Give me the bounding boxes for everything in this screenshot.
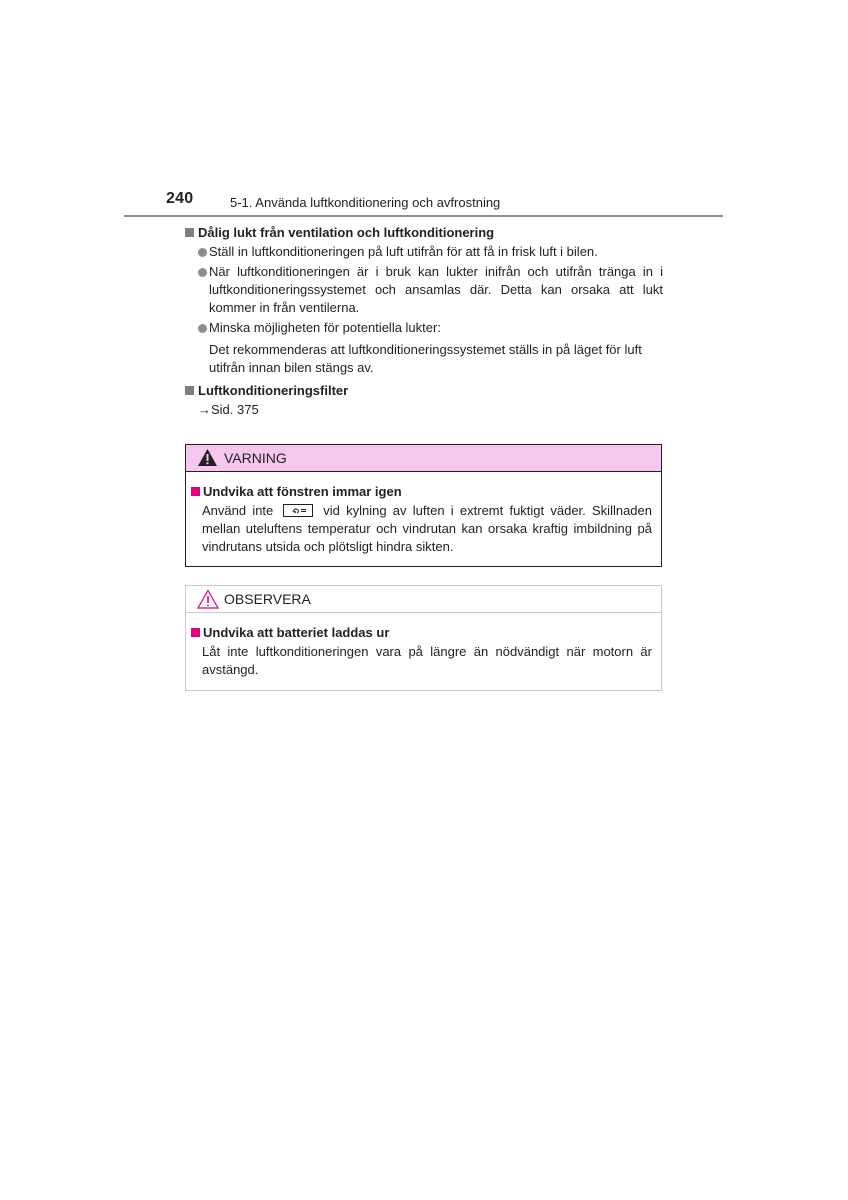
magenta-square-marker xyxy=(191,487,200,496)
notice-box-header xyxy=(186,586,661,613)
list-item xyxy=(185,263,663,317)
page-reference-link[interactable]: →Sid. 375 xyxy=(198,402,259,417)
section-heading-text: Dålig lukt från ventilation och luftkonditionering xyxy=(198,225,495,240)
recommendation-note: Det rekommenderas att luftkonditioneringssystemet ställs in på läget för luft utifrån innan bilen stängs av. xyxy=(209,342,642,375)
section-heading-filter xyxy=(185,382,663,399)
bullet-dot-icon xyxy=(198,268,207,277)
section-heading-odor xyxy=(185,224,663,241)
notice-subheading xyxy=(191,624,652,641)
warning-text xyxy=(191,502,652,556)
warning-subheading-text: Undvika att fönstren immar igen xyxy=(203,484,402,499)
page-number: 240 xyxy=(166,190,194,207)
warning-box xyxy=(185,444,662,567)
notice-subheading-text: Undvika att batteriet laddas ur xyxy=(203,625,390,640)
notice-box-body xyxy=(186,613,661,679)
notice-box-title: OBSERVERA xyxy=(224,591,311,607)
notice-box xyxy=(185,585,662,691)
warning-triangle-icon xyxy=(197,448,218,467)
caution-triangle-icon xyxy=(197,589,219,609)
chapter-title: 5-1. Använda luftkonditionering och avfrostning xyxy=(230,195,501,210)
warning-box-body xyxy=(186,472,661,556)
warning-box-header xyxy=(186,445,661,472)
gray-square-marker xyxy=(185,386,194,395)
list-item xyxy=(185,319,663,337)
bullet-dot-icon xyxy=(198,248,207,257)
main-content xyxy=(185,224,663,419)
magenta-square-marker xyxy=(191,628,200,637)
list-item xyxy=(185,243,663,261)
header-divider xyxy=(124,215,723,217)
warning-subheading xyxy=(191,483,652,500)
section-heading-text: Luftkonditioneringsfilter xyxy=(198,383,349,398)
recirculation-button-icon xyxy=(283,504,313,517)
warning-box-title: VARNING xyxy=(224,450,287,466)
warning-text-end: vid kylning av luften i extremt fuktigt väder. Skillnaden mellan uteluftens temperatur och vindrutan kan orsaka kraftig imbildning på vindrutans utsida och plötsligt hindra sikten. xyxy=(202,503,652,554)
notice-text: Låt inte luftkonditioneringen vara på längre än nödvändigt när motorn är avstängd. xyxy=(202,644,652,677)
list-item-text: Ställ in luftkonditioneringen på luft utifrån för att få in frisk luft i bilen. xyxy=(209,244,598,259)
bullet-dot-icon xyxy=(198,324,207,333)
warning-text-start: Använd inte xyxy=(202,503,274,518)
list-item-text: När luftkonditioneringen är i bruk kan lukter inifrån och utifrån tränga in i luftkonditioneringssystemet och ansamlas där. Detta kan orsaka att lukt kommer in från ventilerna. xyxy=(209,264,663,315)
gray-square-marker xyxy=(185,228,194,237)
list-item-text: Minska möjligheten för potentiella lukter: xyxy=(209,320,441,335)
